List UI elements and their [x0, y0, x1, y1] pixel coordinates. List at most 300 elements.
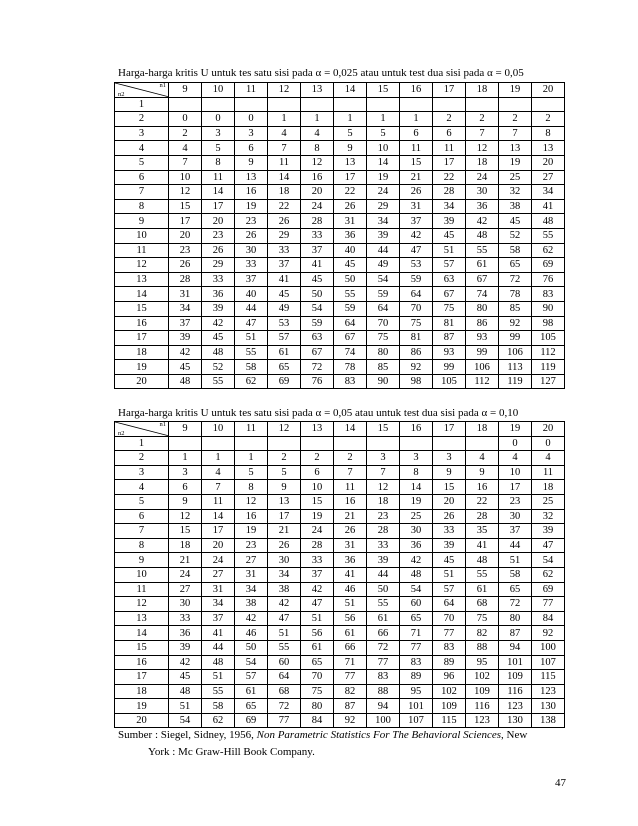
table-cell: 17 — [433, 155, 466, 170]
table-cell: 74 — [334, 345, 367, 360]
table-cell: 18 — [268, 185, 301, 200]
table-cell: 16 — [235, 185, 268, 200]
table-cell — [466, 436, 499, 451]
table-cell: 8 — [532, 126, 565, 141]
table-cell: 34 — [268, 567, 301, 582]
column-header: 18 — [466, 83, 499, 98]
row-header: 12 — [115, 258, 169, 273]
table-cell: 39 — [169, 331, 202, 346]
table-cell: 36 — [334, 228, 367, 243]
table-cell: 34 — [235, 582, 268, 597]
table-cell: 33 — [268, 243, 301, 258]
table-cell: 30 — [400, 524, 433, 539]
table-cell: 58 — [499, 243, 532, 258]
table-row — [115, 345, 565, 360]
table-cell: 119 — [499, 374, 532, 389]
table-cell: 23 — [499, 494, 532, 509]
table-cell: 59 — [367, 287, 400, 302]
table-cell: 67 — [466, 272, 499, 287]
table-cell: 9 — [334, 141, 367, 156]
table-cell: 24 — [301, 524, 334, 539]
table-cell: 123 — [532, 684, 565, 699]
table-cell: 13 — [268, 494, 301, 509]
table-cell: 1 — [301, 112, 334, 127]
row-header: 18 — [115, 684, 169, 699]
table-cell: 67 — [334, 331, 367, 346]
table-cell: 47 — [268, 611, 301, 626]
table-cell: 65 — [301, 655, 334, 670]
source-tail: , New — [501, 729, 528, 741]
table-cell: 99 — [466, 345, 499, 360]
table-cell: 84 — [532, 611, 565, 626]
table-cell: 72 — [499, 597, 532, 612]
column-header: 15 — [367, 422, 400, 437]
source-citation — [118, 727, 572, 761]
table-row — [115, 360, 565, 375]
table-cell: 37 — [301, 567, 334, 582]
table-row — [115, 301, 565, 316]
table-cell: 31 — [334, 214, 367, 229]
table-cell — [202, 97, 235, 112]
column-header: 9 — [169, 422, 202, 437]
table-cell: 112 — [532, 345, 565, 360]
table-cell: 40 — [235, 287, 268, 302]
table-cell: 130 — [499, 713, 532, 728]
table-cell: 42 — [466, 214, 499, 229]
table-cell: 83 — [367, 670, 400, 685]
column-header: 9 — [169, 83, 202, 98]
row-header: 16 — [115, 655, 169, 670]
table-cell: 31 — [169, 287, 202, 302]
table-cell: 34 — [433, 199, 466, 214]
table-cell: 16 — [334, 494, 367, 509]
row-header: 9 — [115, 214, 169, 229]
table-cell — [235, 436, 268, 451]
n2-label: n2 — [118, 90, 125, 98]
table-cell: 65 — [268, 360, 301, 375]
table-cell: 107 — [532, 655, 565, 670]
table-cell: 46 — [235, 626, 268, 641]
table-cell: 69 — [235, 713, 268, 728]
table-cell: 86 — [466, 316, 499, 331]
table-cell: 1 — [367, 112, 400, 127]
row-header: 5 — [115, 155, 169, 170]
table-row — [115, 509, 565, 524]
row-header: 12 — [115, 597, 169, 612]
source-label: Sumber : Siegel, Sidney, 1956, — [118, 729, 257, 741]
table-cell: 0 — [532, 436, 565, 451]
table-cell: 9 — [268, 480, 301, 495]
table-cell: 36 — [400, 538, 433, 553]
table-cell: 65 — [499, 582, 532, 597]
table-cell: 7 — [466, 126, 499, 141]
table-cell: 98 — [532, 316, 565, 331]
table-cell: 87 — [499, 626, 532, 641]
table-cell: 62 — [235, 374, 268, 389]
table-cell: 90 — [367, 374, 400, 389]
table-cell: 4 — [202, 465, 235, 480]
table-cell: 72 — [301, 360, 334, 375]
table-cell: 24 — [466, 170, 499, 185]
table-cell: 10 — [499, 465, 532, 480]
table-cell: 54 — [532, 553, 565, 568]
table-row — [115, 684, 565, 699]
table-cell: 82 — [466, 626, 499, 641]
table-cell: 5 — [202, 141, 235, 156]
table-cell: 55 — [235, 345, 268, 360]
column-header: 16 — [400, 422, 433, 437]
table-cell: 11 — [268, 155, 301, 170]
table-cell: 87 — [334, 699, 367, 714]
table-cell: 42 — [400, 553, 433, 568]
column-header: 11 — [235, 83, 268, 98]
table-cell — [499, 97, 532, 112]
table-cell — [268, 97, 301, 112]
table-cell: 59 — [301, 316, 334, 331]
table-cell: 39 — [367, 553, 400, 568]
table-cell: 65 — [499, 258, 532, 273]
table-corner-cell — [115, 422, 169, 437]
table-cell: 44 — [235, 301, 268, 316]
table-cell: 70 — [301, 670, 334, 685]
table-cell: 41 — [301, 258, 334, 273]
table-cell: 50 — [334, 272, 367, 287]
row-header: 18 — [115, 345, 169, 360]
table-cell: 78 — [499, 287, 532, 302]
table-cell: 5 — [367, 126, 400, 141]
table-cell: 57 — [433, 258, 466, 273]
table-cell: 4 — [499, 451, 532, 466]
table-cell: 87 — [433, 331, 466, 346]
table-cell: 27 — [532, 170, 565, 185]
table-cell: 0 — [499, 436, 532, 451]
table-row — [115, 214, 565, 229]
table-cell: 71 — [400, 626, 433, 641]
source-line-2: York : Mc Graw-Hill Book Company. — [148, 746, 315, 758]
table-cell: 26 — [334, 199, 367, 214]
table-cell: 37 — [202, 611, 235, 626]
table-cell: 5 — [268, 465, 301, 480]
table-row — [115, 524, 565, 539]
table-cell: 113 — [499, 360, 532, 375]
table-cell — [466, 97, 499, 112]
table-row — [115, 494, 565, 509]
table-cell: 28 — [169, 272, 202, 287]
table-cell: 14 — [367, 155, 400, 170]
row-header: 1 — [115, 97, 169, 112]
table-row — [115, 126, 565, 141]
table-cell: 54 — [367, 272, 400, 287]
table-cell: 37 — [268, 258, 301, 273]
table-cell: 123 — [499, 699, 532, 714]
table-cell: 75 — [433, 301, 466, 316]
table-cell: 50 — [235, 640, 268, 655]
table-cell: 50 — [367, 582, 400, 597]
table-cell: 26 — [169, 258, 202, 273]
table-cell: 77 — [268, 713, 301, 728]
table-cell: 77 — [532, 597, 565, 612]
table-cell: 16 — [235, 509, 268, 524]
table-cell: 41 — [334, 567, 367, 582]
table-cell: 36 — [202, 287, 235, 302]
table-cell: 6 — [400, 126, 433, 141]
table-cell: 20 — [202, 214, 235, 229]
table-row — [115, 331, 565, 346]
table-cell: 23 — [169, 243, 202, 258]
table-cell — [400, 97, 433, 112]
table-cell: 6 — [235, 141, 268, 156]
table-cell: 6 — [301, 465, 334, 480]
row-header: 20 — [115, 374, 169, 389]
table-cell: 30 — [499, 509, 532, 524]
table-cell: 112 — [466, 374, 499, 389]
table-cell: 24 — [202, 553, 235, 568]
table-cell: 80 — [466, 301, 499, 316]
table-cell: 44 — [367, 243, 400, 258]
table-cell: 94 — [499, 640, 532, 655]
table-cell: 3 — [235, 126, 268, 141]
table-row — [115, 374, 565, 389]
table-cell — [202, 436, 235, 451]
table-cell: 2 — [268, 451, 301, 466]
table-cell: 61 — [334, 626, 367, 641]
table-cell: 22 — [466, 494, 499, 509]
table-cell: 7 — [499, 126, 532, 141]
row-header: 14 — [115, 287, 169, 302]
table-cell: 37 — [169, 316, 202, 331]
table-cell — [433, 436, 466, 451]
table-cell: 96 — [433, 670, 466, 685]
table-row — [115, 655, 565, 670]
table-cell — [169, 97, 202, 112]
table-cell: 31 — [235, 567, 268, 582]
table-cell — [268, 436, 301, 451]
table-cell: 7 — [169, 155, 202, 170]
table-header-row — [115, 83, 565, 98]
table-cell: 116 — [466, 699, 499, 714]
table-cell: 8 — [301, 141, 334, 156]
table-cell: 77 — [400, 640, 433, 655]
table-cell: 89 — [400, 670, 433, 685]
table-cell: 61 — [235, 684, 268, 699]
table-cell: 29 — [202, 258, 235, 273]
column-header: 12 — [268, 422, 301, 437]
table-cell: 130 — [532, 699, 565, 714]
table-cell: 48 — [400, 567, 433, 582]
table-cell: 4 — [268, 126, 301, 141]
table-cell: 27 — [169, 582, 202, 597]
table-cell: 69 — [532, 258, 565, 273]
column-header: 14 — [334, 422, 367, 437]
row-header: 10 — [115, 228, 169, 243]
table-cell: 99 — [433, 360, 466, 375]
table-cell: 74 — [466, 287, 499, 302]
table-cell: 13 — [499, 141, 532, 156]
table-cell: 0 — [235, 112, 268, 127]
table-cell: 21 — [334, 509, 367, 524]
table-row — [115, 553, 565, 568]
row-header: 5 — [115, 494, 169, 509]
table-cell — [532, 97, 565, 112]
column-header: 10 — [202, 422, 235, 437]
table-cell: 101 — [400, 699, 433, 714]
table-cell: 55 — [466, 243, 499, 258]
table-cell: 2 — [499, 112, 532, 127]
table-cell: 55 — [466, 567, 499, 582]
table-cell: 51 — [433, 243, 466, 258]
row-header: 19 — [115, 699, 169, 714]
table-cell: 39 — [202, 301, 235, 316]
table-cell: 54 — [301, 301, 334, 316]
row-header: 19 — [115, 360, 169, 375]
table-row — [115, 626, 565, 641]
table-cell: 76 — [301, 374, 334, 389]
table-cell: 7 — [202, 480, 235, 495]
table-cell: 19 — [367, 170, 400, 185]
table-cell: 16 — [301, 170, 334, 185]
table-cell: 45 — [268, 287, 301, 302]
table-cell — [235, 97, 268, 112]
table-cell: 15 — [169, 524, 202, 539]
row-header: 13 — [115, 272, 169, 287]
table-cell: 8 — [235, 480, 268, 495]
table-corner-cell — [115, 83, 169, 98]
table-cell: 3 — [367, 451, 400, 466]
table-cell — [367, 436, 400, 451]
table-cell: 26 — [334, 524, 367, 539]
row-header: 3 — [115, 126, 169, 141]
table-cell: 42 — [169, 655, 202, 670]
table-row — [115, 243, 565, 258]
table-cell: 38 — [235, 597, 268, 612]
table-cell: 26 — [235, 228, 268, 243]
table-cell: 27 — [202, 567, 235, 582]
table-cell: 28 — [466, 509, 499, 524]
table-cell: 12 — [466, 141, 499, 156]
table-cell: 20 — [202, 538, 235, 553]
table-cell: 41 — [202, 626, 235, 641]
table-cell: 31 — [202, 582, 235, 597]
table-cell: 33 — [202, 272, 235, 287]
critical-u-table-alpha-005 — [114, 421, 565, 728]
row-header: 16 — [115, 316, 169, 331]
table-row — [115, 170, 565, 185]
row-header: 2 — [115, 112, 169, 127]
row-header: 20 — [115, 713, 169, 728]
table-cell: 127 — [532, 374, 565, 389]
table-cell: 39 — [433, 538, 466, 553]
table-row — [115, 199, 565, 214]
table-cell: 61 — [466, 258, 499, 273]
column-header: 14 — [334, 83, 367, 98]
table-cell: 25 — [499, 170, 532, 185]
table-cell: 57 — [433, 582, 466, 597]
table-cell: 2 — [334, 451, 367, 466]
table-cell: 109 — [433, 699, 466, 714]
table-cell: 28 — [433, 185, 466, 200]
table-cell: 4 — [532, 451, 565, 466]
table-cell: 39 — [532, 524, 565, 539]
table-cell: 26 — [268, 214, 301, 229]
table-cell: 1 — [334, 112, 367, 127]
column-header: 11 — [235, 422, 268, 437]
table-cell: 53 — [268, 316, 301, 331]
table-cell: 37 — [499, 524, 532, 539]
table-cell: 59 — [334, 301, 367, 316]
table-cell: 50 — [301, 287, 334, 302]
table-cell: 19 — [400, 494, 433, 509]
table-cell: 42 — [169, 345, 202, 360]
table-cell: 105 — [433, 374, 466, 389]
n2-label: n2 — [118, 429, 125, 437]
table-cell: 9 — [169, 494, 202, 509]
table-cell: 23 — [235, 538, 268, 553]
table-cell: 15 — [400, 155, 433, 170]
table-cell: 4 — [301, 126, 334, 141]
column-header: 17 — [433, 422, 466, 437]
table-cell — [433, 97, 466, 112]
table-cell: 70 — [433, 611, 466, 626]
table-cell: 90 — [532, 301, 565, 316]
table-cell: 28 — [301, 214, 334, 229]
row-header: 17 — [115, 331, 169, 346]
row-header: 15 — [115, 301, 169, 316]
table-cell: 44 — [367, 567, 400, 582]
table-cell: 11 — [400, 141, 433, 156]
table-cell: 65 — [235, 699, 268, 714]
page-number: 47 — [555, 777, 566, 789]
table-cell: 12 — [169, 185, 202, 200]
table-cell: 12 — [301, 155, 334, 170]
table-cell: 0 — [169, 112, 202, 127]
table-cell: 1 — [268, 112, 301, 127]
table-row — [115, 611, 565, 626]
table-cell: 26 — [202, 243, 235, 258]
table-cell: 1 — [235, 451, 268, 466]
table-cell: 49 — [268, 301, 301, 316]
table-cell: 3 — [400, 451, 433, 466]
table-cell: 33 — [235, 258, 268, 273]
table-cell: 57 — [235, 670, 268, 685]
table-cell: 45 — [202, 331, 235, 346]
table-cell: 9 — [235, 155, 268, 170]
table-cell: 64 — [268, 670, 301, 685]
table-cell: 12 — [169, 509, 202, 524]
row-header: 11 — [115, 243, 169, 258]
table-cell: 20 — [532, 155, 565, 170]
table-cell: 45 — [334, 258, 367, 273]
table-row — [115, 141, 565, 156]
table-cell: 55 — [202, 684, 235, 699]
table-cell: 6 — [169, 480, 202, 495]
table-row — [115, 287, 565, 302]
table-cell: 19 — [301, 509, 334, 524]
table-cell: 18 — [169, 538, 202, 553]
table-cell: 7 — [367, 465, 400, 480]
table-cell: 106 — [466, 360, 499, 375]
table-cell: 55 — [334, 287, 367, 302]
table-cell: 36 — [466, 199, 499, 214]
table-cell: 51 — [334, 597, 367, 612]
table-cell: 48 — [202, 345, 235, 360]
row-header: 4 — [115, 480, 169, 495]
table-cell: 29 — [367, 199, 400, 214]
table-cell: 16 — [466, 480, 499, 495]
table-cell: 61 — [301, 640, 334, 655]
column-header: 10 — [202, 83, 235, 98]
table-row — [115, 567, 565, 582]
table-cell: 23 — [367, 509, 400, 524]
